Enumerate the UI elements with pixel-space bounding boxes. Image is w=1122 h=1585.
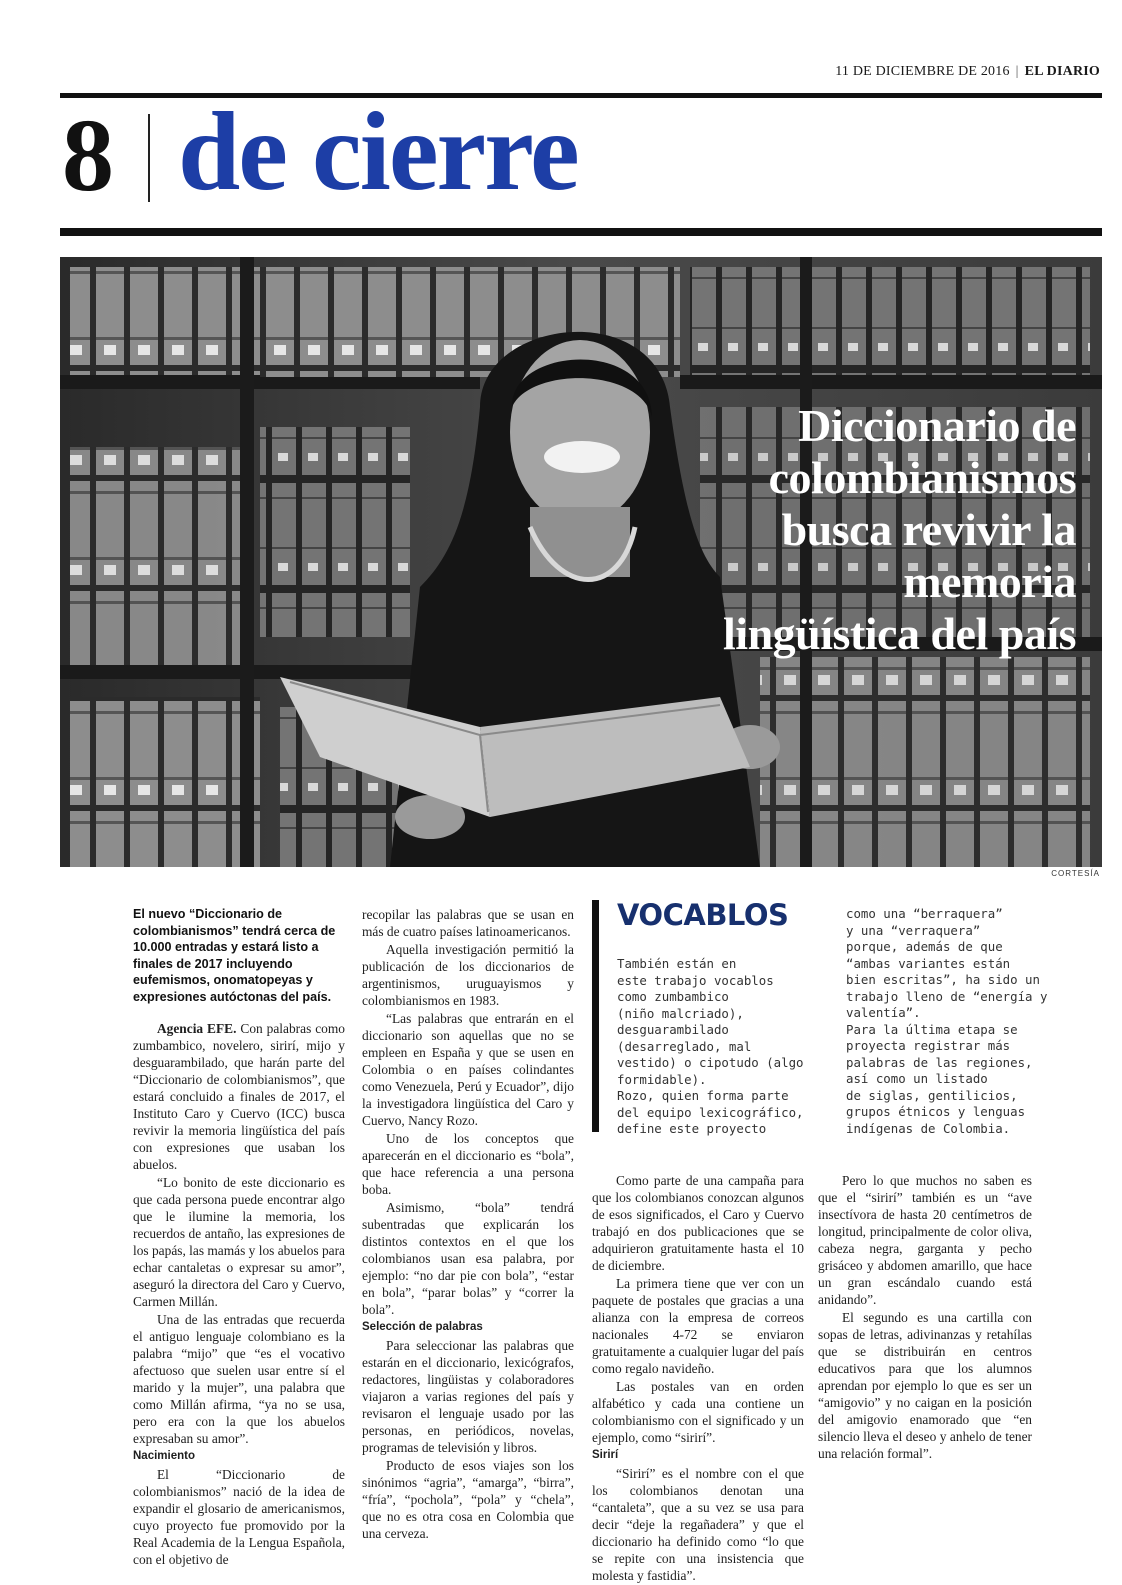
paragraph: Pero lo que muchos no saben es que el “sirirí” también es un “ave insectívora de hasta 20 centímetros de longitud, principalmente de color oliva, cabeza negra, garganta y pecho grisáceo y abdomen amarillo, que hace un gran escándalo cuando está anidando”. [818, 1173, 1032, 1307]
photo-headline: Diccionario de colombianismos busca revivir la memoria lingüística del país [723, 400, 1076, 659]
page-number: 8 [62, 98, 114, 213]
paragraph: El segundo es una cartilla con sopas de letras, adivinanzas y retahílas que se distribuirán en centros educativos para que los alumnos aprendan por ejemplo lo que es ser un “amigovio” y no caigan en la posición del amigovio enamorado que “en silencio lleva el deseo y anhelo de tener una relación formal”. [818, 1310, 1032, 1461]
subheading-seleccion: Selección de palabras [362, 1321, 483, 1333]
vocablos-line: proyecta registrar más [846, 1038, 1011, 1053]
vocablos-line: Rozo, quien forma parte [617, 1088, 789, 1103]
paragraph: Aquella investigación permitió la publicación de los diccionarios de argentinismos, uruguayismos y colombianismos en 1983. [362, 942, 574, 1008]
vocablos-line: y una “verraquera” [846, 922, 981, 938]
paragraph: “Las palabras que entrarán en el diccionario son aquellas que no se empleen en España y que se usen en Colombia o en países colindantes como Venezuela, Perú y Ecuador”, dijo la investigadora lingüística del Caro y Cuervo, Nancy Rozo. [362, 1011, 574, 1128]
issue-date: 11 DE DICIEMBRE DE 2016 [835, 64, 1010, 79]
vocablos-line: trabajo lleno de “energía y [846, 988, 1048, 1004]
dateline-separator: | [1015, 64, 1019, 79]
vocablos-bar [592, 900, 599, 1132]
vocablos-line: del equipo lexicográfico, [617, 1104, 804, 1120]
vocablos-line: porque, además de que [846, 939, 1003, 954]
vocablos-text-b [846, 906, 1046, 1137]
vocablos-line: bien escritas”, ha sido un [846, 972, 1040, 987]
paragraph: Una de las entradas que recuerda el antiguo lenguaje colombiano es la palabra “mijo” que “es el vocativo afectuoso que suelen usar entre sí el marido y la mujer”, una palabra que como Millán afirma, “ya no se usa, pero era con la que los abuelos expresaban su amor”. [133, 1312, 345, 1446]
subheading-siriri: Sirirí [592, 1449, 619, 1461]
article-column-2 [362, 906, 574, 1543]
vocablos-line: palabras de las regiones, [846, 1054, 1033, 1070]
vocablos-line: formidable). [617, 1071, 707, 1087]
paragraph: “Sirirí” es el nombre con el que los colombianos denotan una “cantaleta”, que a su vez se usa para decir “deje la regañadera” y que el diccionario ha definido como “lo que se repite con una insistencia que molesta y fastidia”. [592, 1466, 804, 1583]
agency-byline: Agencia EFE. [157, 1021, 237, 1036]
newspaper-name: EL DIARIO [1024, 64, 1100, 79]
vocablos-line: desguarambilado [617, 1022, 729, 1037]
vocablos-line: (desarreglado, mal [617, 1038, 752, 1054]
vocablos-line: valentía”. [846, 1005, 921, 1020]
vocablos-line: También están en [617, 956, 737, 971]
vocablos-line: Para la última etapa se [846, 1021, 1018, 1037]
vocablos-line: define este proyecto [617, 1121, 767, 1136]
vocablos-line: grupos étnicos y lenguas [846, 1104, 1026, 1119]
paragraph: Uno de los conceptos que aparecerán en el diccionario es “bola”, que hace referencia a una persona boba. [362, 1131, 574, 1197]
vocablos-line: “ambas variantes están [846, 955, 1011, 971]
article-column-3 [592, 1172, 804, 1585]
section-title: de cierre [178, 90, 578, 214]
subheading-nacimiento: Nacimiento [133, 1450, 195, 1462]
paragraph: Asimismo, “bola” tendrá subentradas que explicarán los distintos contextos en el que los colombianos usan esa palabra, por ejemplo: “no dar pie con bola”, “estar en bola”, “parar bolas” y “correr la bola”. [362, 1200, 574, 1317]
article-lead: El nuevo “Diccionario de colombianismos” tendrá cerca de 10.000 entradas y estará listo a finales de 2017 incluyendo eufemismos, onomatopeyas y expresiones autóctonas del país. [133, 907, 336, 1004]
photo-credit: CORTESÍA [1051, 869, 1100, 878]
vocablos-text-a [617, 956, 817, 1138]
paragraph: El “Diccionario de colombianismos” nació de la idea de expandir el glosario de americanismos, cuyo proyecto fue promovido por la Real Academia de la Lengua Española, con el objetivo de [133, 1467, 345, 1567]
paragraph [133, 1020, 345, 1173]
dateline [835, 64, 1100, 80]
vocablos-line: indígenas de Colombia. [846, 1120, 1011, 1136]
paragraph: Para seleccionar las palabras que estarán en el diccionario, lexicógrafos, redactores, lingüistas y colaboradores viajaron a varias regiones del país y revisaron el lenguaje usado por las personas, en periódicos, novelas, programas de televisión y libros. [362, 1338, 574, 1455]
vocablos-line: como zumbambico [617, 989, 729, 1004]
paragraph-text: Con palabras como zumbambico, novelero, sirirí, mijo y desguarambilado, que harán parte del “Diccionario de colombianismos”, que estará concluido a finales de 2017, el Instituto Caro y Cuervo (ICC) busca revivir la memoria lingüística del país con expresiones que usaban los abuelos. [133, 1021, 345, 1172]
article-column-4 [818, 1172, 1032, 1463]
paragraph: La primera tiene que ver con un paquete de postales que gracias a una alianza con la empresa de correos nacionales 4-72 se enviaron gratuitamente a cualquier lugar del país como regalo navideño. [592, 1276, 804, 1376]
vocablos-line: de siglas, gentilicios, [846, 1087, 1018, 1103]
vocablos-line: así como un listado [846, 1071, 988, 1086]
paragraph: Como parte de una campaña para que los colombianos conozcan algunos de esos significados, el Caro y Cuervo trabajó en dos publicaciones que se adquirieron gratuitamente hasta el 10 de diciembre. [592, 1173, 804, 1273]
vocablos-line: como una “berraquera” [846, 906, 1003, 921]
paragraph: Las postales van en orden alfabético y cada una contiene un colombianismo con el significado y un ejemplo, como “sirirí”. [592, 1379, 804, 1445]
paragraph: “Lo bonito de este diccionario es que cada persona puede encontrar algo que le ilumine la memoria, los recuerdos de antaño, las expresiones de los papás, las mamás y los abuelos para echar cantaletas o expresar su amor”, aseguró la directora del Caro y Cuervo, Carmen Millán. [133, 1175, 345, 1309]
vocablos-line: vestido) o cipotudo (algo [617, 1055, 804, 1070]
header-rule-bottom [60, 228, 1102, 236]
article-column-1 [133, 1020, 345, 1569]
vocablos-title: VOCABLOS [617, 898, 789, 932]
paragraph: recopilar las palabras que se usan en más de cuatro países latinoamericanos. [362, 907, 574, 939]
paragraph: Producto de esos viajes son los sinónimos “agria”, “amarga”, “birra”, “fría”, “pochola”, “pola” y “chela”, que no es otra cosa en Colombia que una cerveza. [362, 1458, 574, 1541]
vocablos-line: (niño malcriado), [617, 1005, 744, 1021]
vocablos-line: este trabajo vocablos [617, 972, 774, 988]
header-divider [148, 114, 150, 202]
